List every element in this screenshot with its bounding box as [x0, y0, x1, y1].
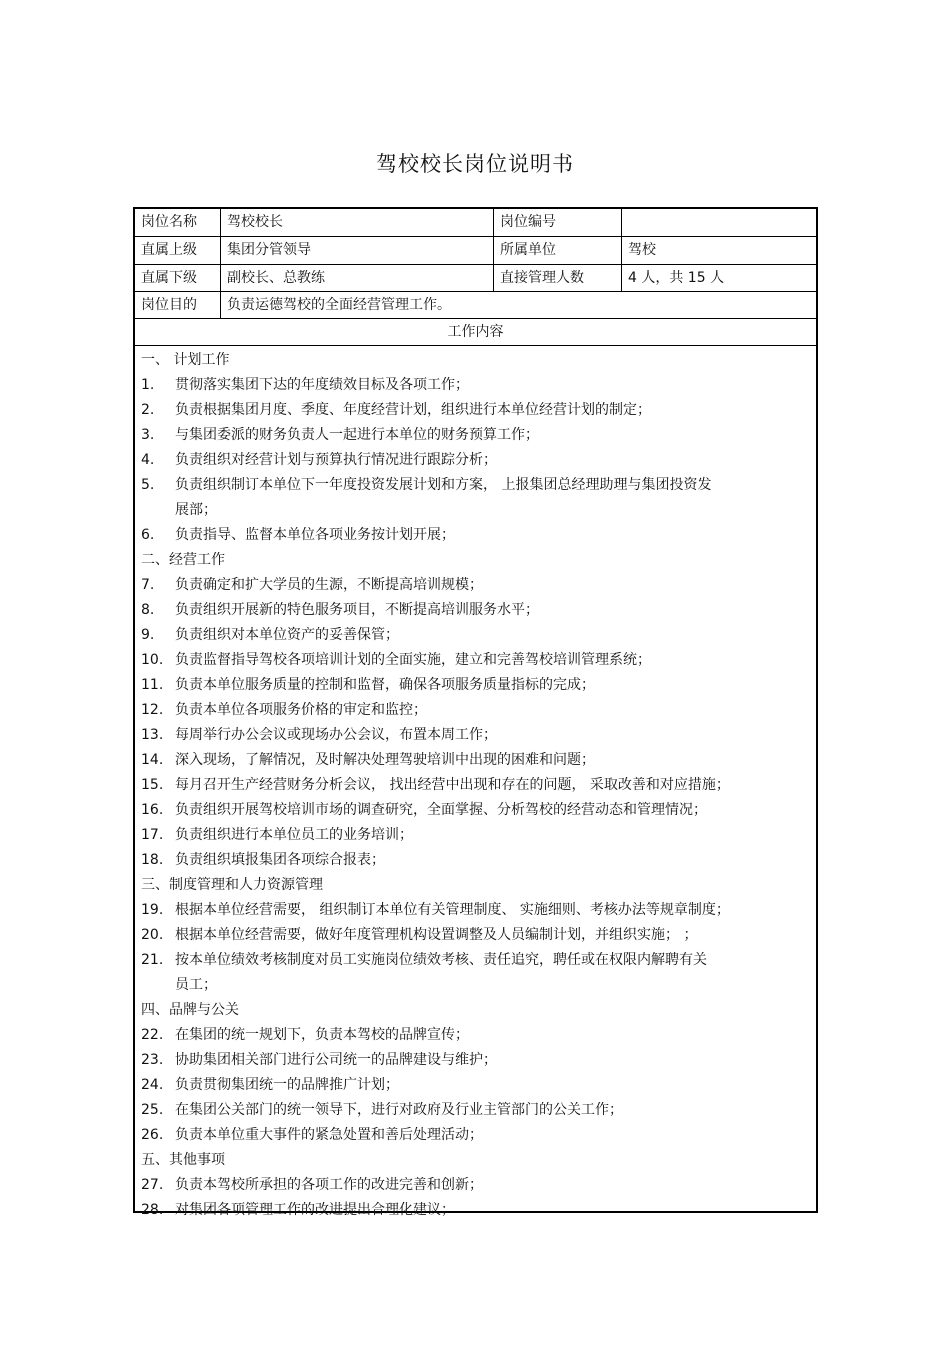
field-label: 所属单位	[494, 237, 622, 264]
item-number: 1.	[141, 377, 155, 393]
item-text: 负责本单位重大事件的紧急处置和善后处理活动；	[175, 1127, 483, 1143]
item-text: 负责组织进行本单位员工的业务培训；	[175, 827, 413, 843]
item-text: 员工；	[175, 977, 217, 993]
item-text: 负责组织制订本单位下一年度投资发展计划和方案， 上报集团总经理助理与集团投资发	[175, 477, 712, 493]
item-number: 4.	[141, 452, 155, 468]
item-text: 负责本单位服务质量的控制和监督，确保各项服务质量指标的完成；	[175, 677, 595, 693]
item-number: 21.	[141, 952, 164, 968]
table-row	[135, 237, 816, 265]
item-number: 8.	[141, 602, 155, 618]
field-label: 直属上级	[135, 237, 221, 264]
field-label: 岗位目的	[135, 292, 221, 318]
item-text: 负责根据集团月度、季度、年度经营计划，组织进行本单位经营计划的制定；	[175, 402, 651, 418]
table-row	[135, 292, 816, 319]
item-text: 根据本单位经营需要， 组织制订本单位有关管理制度、 实施细则、考核办法等规章制度；	[175, 902, 730, 918]
item-number: 26.	[141, 1127, 164, 1143]
item-text: 每周举行办公会议或现场办公会议，布置本周工作；	[175, 727, 497, 743]
item-text: 根据本单位经营需要，做好年度管理机构设置调整及人员编制计划，并组织实施； ；	[175, 927, 698, 943]
field-value: 驾校	[628, 242, 656, 258]
field-label: 岗位编号	[494, 209, 622, 236]
field-value: 驾校校长	[221, 209, 494, 236]
item-text: 在集团的统一规划下，负责本驾校的品牌宣传；	[175, 1027, 469, 1043]
table-row	[135, 209, 816, 237]
item-number: 7.	[141, 577, 155, 593]
document-title: 驾校校长岗位说明书	[376, 152, 574, 176]
field-value	[622, 209, 816, 236]
section-heading: 一、 计划工作	[141, 352, 230, 368]
item-number: 23.	[141, 1052, 164, 1068]
item-text: 负责本驾校所承担的各项工作的改进完善和创新；	[175, 1177, 483, 1193]
field-value: 4 人，共 15 人	[628, 270, 725, 286]
item-number: 3.	[141, 427, 155, 443]
item-number: 28.	[141, 1202, 164, 1218]
item-number: 25.	[141, 1102, 164, 1118]
section-heading: 四、品牌与公关	[141, 1002, 239, 1018]
job-description-table	[133, 207, 818, 1218]
item-number: 27.	[141, 1177, 164, 1193]
item-text: 负责组织填报集团各项综合报表；	[175, 852, 385, 868]
section-heading: 三、制度管理和人力资源管理	[141, 877, 323, 893]
section-heading: 二、经营工作	[141, 552, 225, 568]
field-label: 岗位名称	[135, 209, 221, 236]
item-text: 贯彻落实集团下达的年度绩效目标及各项工作；	[175, 377, 469, 393]
item-text: 与集团委派的财务负责人一起进行本单位的财务预算工作；	[175, 427, 539, 443]
field-label: 直接管理人数	[494, 265, 622, 291]
section-header: 工作内容	[135, 319, 816, 346]
item-number: 17.	[141, 827, 164, 843]
table-row	[135, 265, 816, 292]
item-number: 18.	[141, 852, 164, 868]
item-number: 5.	[141, 477, 155, 493]
item-text: 对集团各项管理工作的改进提出合理化建议；	[175, 1202, 455, 1218]
item-text: 负责指导、监督本单位各项业务按计划开展；	[175, 527, 455, 543]
item-text: 每月召开生产经营财务分析会议， 找出经营中出现和存在的问题， 采取改善和对应措施；	[175, 777, 730, 793]
field-value: 集团分管领导	[221, 237, 494, 264]
item-number: 24.	[141, 1077, 164, 1093]
item-number: 19.	[141, 902, 164, 918]
item-number: 14.	[141, 752, 164, 768]
item-text: 深入现场，了解情况，及时解决处理驾驶培训中出现的困难和问题；	[175, 752, 595, 768]
item-number: 16.	[141, 802, 164, 818]
item-text: 负责确定和扩大学员的生源，不断提高培训规模；	[175, 577, 483, 593]
item-text: 负责组织开展驾校培训市场的调查研究，全面掌握、分析驾校的经营动态和管理情况；	[175, 802, 707, 818]
item-text: 在集团公关部门的统一领导下，进行对政府及行业主管部门的公关工作；	[175, 1102, 623, 1118]
field-value: 副校长、总教练	[221, 265, 494, 291]
item-text: 负责本单位各项服务价格的审定和监控；	[175, 702, 427, 718]
item-number: 20.	[141, 927, 164, 943]
field-value: 负责运德驾校的全面经营管理工作。	[227, 297, 451, 313]
item-text: 按本单位绩效考核制度对员工实施岗位绩效考核、责任追究，聘任或在权限内解聘有关	[175, 952, 707, 968]
item-number: 11.	[141, 677, 164, 693]
item-number: 9.	[141, 627, 155, 643]
item-text: 负责监督指导驾校各项培训计划的全面实施，建立和完善驾校培训管理系统；	[175, 652, 651, 668]
item-number: 2.	[141, 402, 155, 418]
item-text: 协助集团相关部门进行公司统一的品牌建设与维护；	[175, 1052, 497, 1068]
field-label: 直属下级	[135, 265, 221, 291]
item-number: 13.	[141, 727, 164, 743]
item-text: 展部；	[175, 502, 217, 518]
item-number: 22.	[141, 1027, 164, 1043]
item-text: 负责贯彻集团统一的品牌推广计划；	[175, 1077, 399, 1093]
item-text: 负责组织对经营计划与预算执行情况进行跟踪分析；	[175, 452, 497, 468]
section-heading: 五、其他事项	[141, 1152, 225, 1168]
item-text: 负责组织开展新的特色服务项目，不断提高培训服务水平；	[175, 602, 539, 618]
item-text: 负责组织对本单位资产的妥善保管；	[175, 627, 399, 643]
item-number: 15.	[141, 777, 164, 793]
item-number: 12.	[141, 702, 164, 718]
item-number: 10.	[141, 652, 164, 668]
item-number: 6.	[141, 527, 155, 543]
